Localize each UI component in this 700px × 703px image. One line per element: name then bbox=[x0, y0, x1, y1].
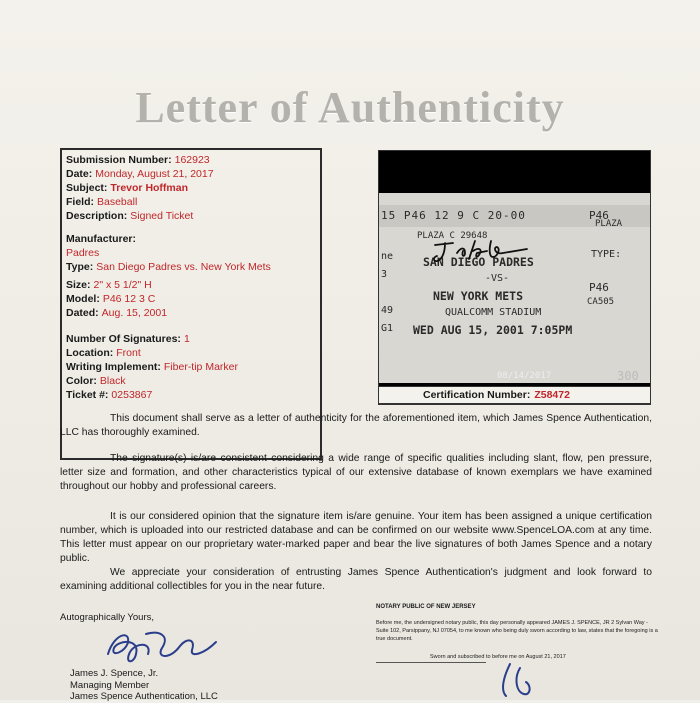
detail-manufacturer: Manufacturer: bbox=[66, 233, 137, 245]
ticket-left-3: 49 bbox=[381, 305, 394, 316]
detail-dated: Dated: Aug. 15, 2001 bbox=[66, 307, 168, 319]
ticket-stadium: QUALCOMM STADIUM bbox=[445, 307, 542, 318]
signer-name: James J. Spence, Jr. bbox=[70, 668, 159, 679]
ticket-top-row: 15 P46 12 9 C 20-00 bbox=[381, 209, 526, 222]
ticket-left-1: ne bbox=[381, 251, 394, 262]
ticket-home-team: SAN DIEGO PADRES bbox=[423, 255, 534, 269]
detail-manufacturer-value: Padres bbox=[66, 247, 100, 259]
detail-color: Color: Black bbox=[66, 375, 126, 387]
closing-block bbox=[60, 612, 280, 624]
detail-description: Description: Signed Ticket bbox=[66, 210, 194, 222]
ticket-image bbox=[379, 193, 650, 383]
paragraph-appreciation: We appreciate your consideration of entrusting James Spence Authentication's judgment and look forward to examining additional collectibles for you in the near future. bbox=[60, 567, 652, 592]
signer-title: Managing Member bbox=[70, 679, 150, 691]
paragraph-opinion: It is our considered opinion that the signature item is/are genuine. Your item has been assigned a unique certification number, which is uploaded into our restricted database and can be confirmed on our website www.SpenceLOA.com at any time. This letter must appear on our proprietary water-marked paper and bear the live signatures of both James Spence and a notary public. bbox=[60, 511, 652, 564]
detail-location: Location: Front bbox=[66, 347, 141, 359]
ticket-plaza: PLAZA C 29648 bbox=[417, 231, 488, 241]
paragraph-intro: This document shall serve as a letter of authenticity for the aforementioned item, which James Spence Authentication, LLC has thoroughly examined. bbox=[60, 413, 652, 438]
item-photo bbox=[378, 150, 651, 405]
detail-number-of-signatures: Number Of Signatures: 1 bbox=[66, 333, 190, 345]
ticket-left-4: G1 bbox=[381, 323, 394, 334]
signer-company: James Spence Authentication, LLC bbox=[70, 691, 218, 702]
detail-model: Model: P46 12 3 C bbox=[66, 293, 156, 305]
ticket-away-team: NEW YORK METS bbox=[433, 289, 524, 303]
paragraph-consistency: The signature(s) is/are consistent considering a wide range of specific qualities including slant, flow, pen pressure, letter size and formation, and other characteristics typical of our extensive database of known exemplars we have examined throughout our hobby and professional careers. bbox=[60, 453, 652, 492]
detail-subject: Subject: Trevor Hoffman bbox=[66, 182, 189, 194]
ticket-top-right: P46 bbox=[589, 209, 609, 222]
photo-date-stamp: 08/14/2017 bbox=[497, 371, 552, 381]
detail-size: Size: 2" x 5 1/2" H bbox=[66, 279, 152, 291]
detail-submission-number: Submission Number: 162923 bbox=[66, 154, 210, 166]
detail-ticket-number: Ticket #: 0253867 bbox=[66, 389, 153, 401]
detail-field: Field: Baseball bbox=[66, 196, 138, 208]
notary-heading: NOTARY PUBLIC OF NEW JERSEY bbox=[376, 604, 476, 610]
autograph-signature-icon bbox=[431, 237, 541, 267]
detail-writing-implement: Writing Implement: Fiber-tip Marker bbox=[66, 361, 238, 373]
notary-signature-icon bbox=[470, 660, 550, 700]
notary-statement: Before me, the undersigned notary public, this day personally appeared JAMES J. SPENCE, JR 2 Sylvan Way - Suite 102, Parsippany, NJ 07054, to me known who being duly sworn according to law, states that the foregoing is a true document. bbox=[376, 620, 658, 643]
certification-number: Certification Number: Z58472 bbox=[378, 386, 651, 404]
ticket-corner-text: 300 bbox=[617, 369, 639, 383]
closing-text: Autographically Yours, bbox=[60, 612, 155, 623]
notary-sworn-date: Sworn and subscribed to before me on August 21, 2017 bbox=[430, 654, 566, 660]
ticket-vs: -VS- bbox=[485, 273, 510, 284]
ticket-date-time: WED AUG 15, 2001 7:05PM bbox=[413, 323, 573, 337]
detail-date: Date: Monday, August 21, 2017 bbox=[66, 168, 214, 180]
ticket-section: P46 bbox=[589, 281, 609, 294]
ticket-plaza-right: PLAZA bbox=[595, 219, 623, 229]
document-title: Letter of Authenticity bbox=[135, 83, 565, 132]
ticket-left-2: 3 bbox=[381, 269, 388, 280]
ticket-code: CA505 bbox=[587, 297, 615, 307]
signer-block bbox=[70, 668, 218, 703]
spence-signature-icon bbox=[100, 624, 230, 670]
detail-type: Type: San Diego Padres vs. New York Mets bbox=[66, 261, 271, 273]
ticket-type-label: TYPE: bbox=[591, 249, 622, 260]
